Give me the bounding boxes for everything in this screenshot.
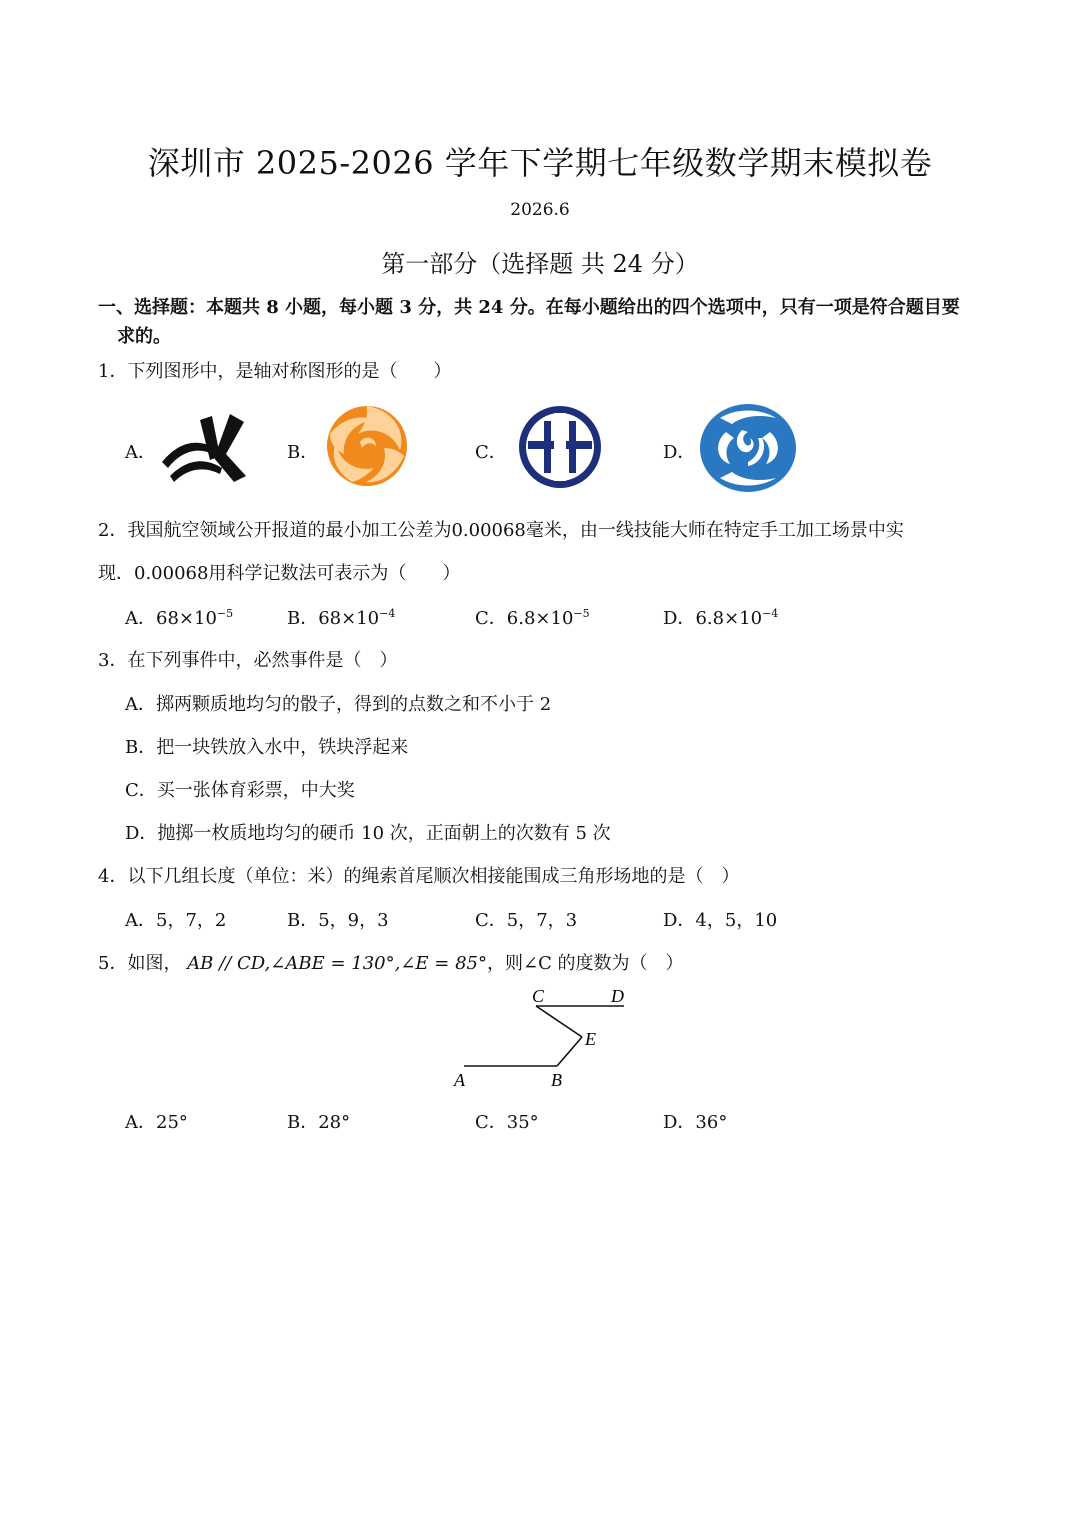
q3-option-a: A．掷两颗质地均匀的骰子，得到的点数之和不小于 2 xyxy=(125,694,552,715)
q2-option-c-base: 6.8×10 xyxy=(506,608,574,629)
navy-gate-logo-icon xyxy=(514,403,606,491)
label-a: A xyxy=(454,1070,465,1090)
q3-option-c: C．买一张体育彩票，中大奖 xyxy=(125,780,355,801)
q4-option-b: B．5，9，3 xyxy=(287,910,389,931)
q2-option-a-label: A． xyxy=(125,608,156,629)
q5-suffix: ，则∠C 的度数为（ ） xyxy=(486,953,684,974)
label-b: B xyxy=(551,1070,562,1090)
question-2-line2: 现．0.00068用科学记数法可表示为（ ） xyxy=(98,563,461,584)
q2-option-b xyxy=(287,604,395,630)
q3-option-d: D．抛掷一枚质地均匀的硬币 10 次，正面朝上的次数有 5 次 xyxy=(125,823,611,844)
exam-title: 深圳市 2025-2026 学年下学期七年级数学期末模拟卷 xyxy=(147,144,933,182)
q1-option-a-label: A． xyxy=(125,442,156,463)
q5-condition: AB // CD,∠ABE = 130°,∠E = 85° xyxy=(187,953,487,974)
label-e: E xyxy=(585,1029,596,1049)
q2-option-a xyxy=(125,604,233,630)
segment-ce xyxy=(536,1006,582,1037)
q5-option-d: D．36° xyxy=(663,1112,728,1133)
part-one-title: 第一部分（选择题 共 24 分） xyxy=(381,250,699,278)
q2-option-a-exponent: −5 xyxy=(216,607,234,620)
q2-option-b-base: 68×10 xyxy=(318,608,380,629)
q2-option-a-base: 68×10 xyxy=(156,608,217,629)
q4-option-a: A．5，7，2 xyxy=(125,910,227,931)
q2-option-b-exponent: −4 xyxy=(379,607,396,620)
q1-option-d-label: D． xyxy=(663,442,696,463)
q2-option-d-label: D． xyxy=(663,608,696,629)
q2-option-b-label: B． xyxy=(287,608,319,629)
q5-option-c: C．35° xyxy=(475,1112,539,1133)
q5-option-b: B．28° xyxy=(287,1112,351,1133)
blue-wave-logo-icon xyxy=(698,402,798,494)
question-3-stem: 3．在下列事件中，必然事件是（ ） xyxy=(98,650,398,671)
q5-prefix: 5．如图， xyxy=(98,953,182,974)
q5-option-a: A．25° xyxy=(125,1112,188,1133)
question-1-stem: 1．下列图形中，是轴对称图形的是（ ） xyxy=(98,361,452,382)
q2-option-c-exponent: −5 xyxy=(573,607,590,620)
q2-option-c-label: C． xyxy=(475,608,507,629)
q1-option-b-label: B． xyxy=(287,442,319,463)
q3-option-b: B．把一块铁放入水中，铁块浮起来 xyxy=(125,737,409,758)
q4-option-c: C．5，7，3 xyxy=(475,910,578,931)
question-4-stem: 4．以下几组长度（单位：米）的绳索首尾顺次相接能围成三角形场地的是（ ） xyxy=(98,866,740,887)
section-heading-line1: 一、选择题：本题共 8 小题，每小题 3 分，共 24 分。在每小题给出的四个选项中，只有一项是符合题目要 xyxy=(98,297,960,318)
parallel-lines-figure xyxy=(440,982,650,1094)
q2-option-d xyxy=(663,604,778,630)
q2-option-d-exponent: −4 xyxy=(762,607,779,620)
section-heading-line2: 求的。 xyxy=(117,326,171,347)
q4-option-d: D．4，5，10 xyxy=(663,910,778,931)
exam-date: 2026.6 xyxy=(510,200,570,220)
q1-option-c-label: C． xyxy=(475,442,507,463)
label-c: C xyxy=(532,986,545,1006)
q2-option-d-base: 6.8×10 xyxy=(695,608,763,629)
ribbon-k-logo-icon xyxy=(160,410,250,485)
question-2-line1: 2．我国航空领域公开报道的最小加工公差为0.00068毫米，由一线技能大师在特定手工加工场景中实 xyxy=(98,520,904,541)
orange-swirl-logo-icon xyxy=(322,404,412,488)
segment-eb xyxy=(557,1037,582,1066)
q2-option-c xyxy=(475,604,590,630)
label-d: D xyxy=(611,986,624,1006)
question-5-stem xyxy=(98,949,684,975)
